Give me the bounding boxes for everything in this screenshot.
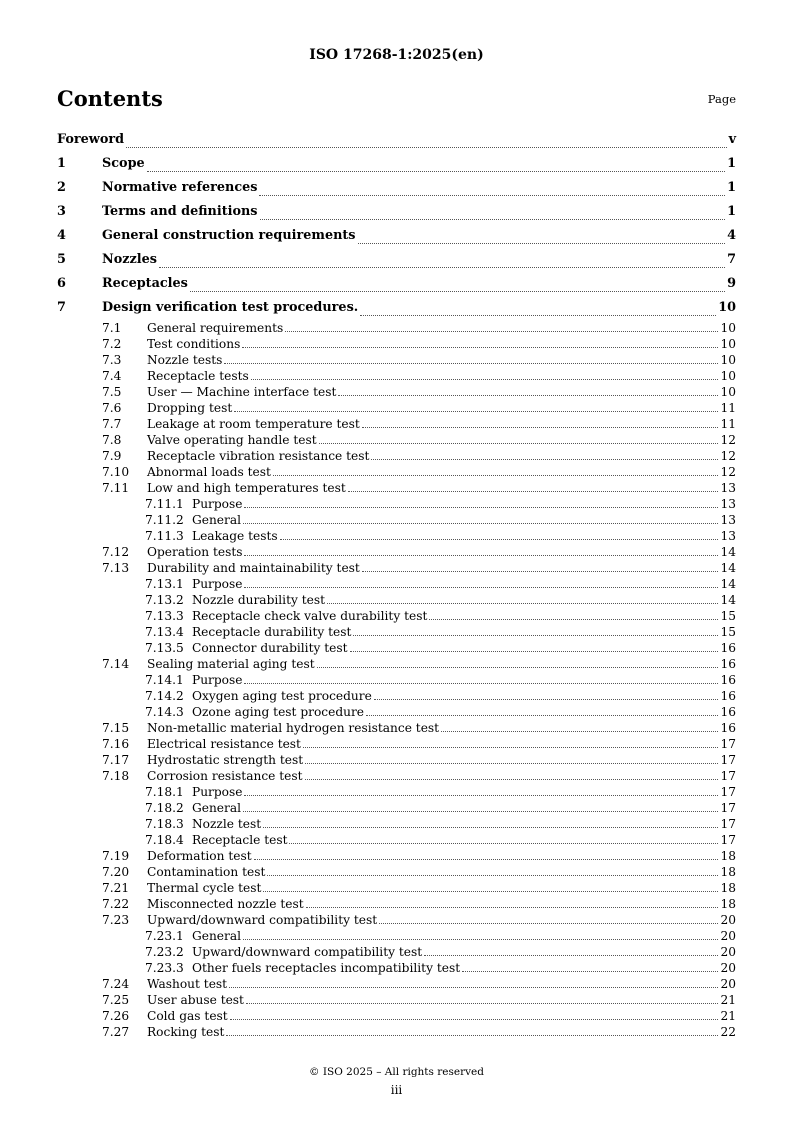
toc-entry[interactable] — [57, 320, 736, 336]
toc-entry-title: Purpose — [192, 673, 243, 687]
toc-entry-page: 14 — [720, 545, 736, 559]
toc-entry-page: 12 — [720, 449, 736, 463]
dot-leader — [327, 602, 718, 604]
toc-entry-number: 7.9 — [102, 449, 122, 463]
toc-entry-title: User — Machine interface test — [147, 385, 337, 399]
toc-entry[interactable] — [57, 656, 736, 672]
toc-entry-number: 7.3 — [102, 353, 122, 367]
toc-entry-number: 1 — [57, 156, 66, 171]
toc-entry[interactable] — [57, 880, 736, 896]
toc-entry-number: 7.27 — [102, 1025, 130, 1039]
toc-entry-number: 7.18 — [102, 769, 130, 783]
toc-entry[interactable] — [57, 416, 736, 432]
toc-entry[interactable] — [57, 296, 736, 320]
toc-entry-page: 16 — [720, 721, 736, 735]
toc-entry-page: 17 — [720, 785, 736, 799]
toc-entry-number: 3 — [57, 204, 66, 219]
toc-entry[interactable] — [57, 832, 736, 848]
toc-entry-number: 7.13.1 — [145, 577, 184, 591]
table-of-contents — [57, 128, 736, 1040]
toc-entry[interactable] — [57, 560, 736, 576]
toc-entry[interactable] — [57, 496, 736, 512]
toc-entry-page: 10 — [718, 300, 736, 315]
toc-entry-number: 7.1 — [102, 321, 122, 335]
toc-entry[interactable] — [57, 864, 736, 880]
toc-entry[interactable] — [57, 640, 736, 656]
toc-entry-title: Cold gas test — [147, 1009, 228, 1023]
toc-entry-title: Receptacle check valve durability test — [192, 609, 428, 623]
toc-entry-title: Design verification test procedures. — [102, 300, 359, 315]
toc-entry[interactable] — [57, 928, 736, 944]
toc-entry-title: Foreword — [57, 132, 125, 147]
dot-leader — [289, 842, 718, 844]
toc-entry[interactable] — [57, 176, 736, 200]
toc-entry-page: 20 — [720, 913, 736, 927]
toc-entry-page: 10 — [720, 385, 736, 399]
toc-entry-title: Leakage at room temperature test — [147, 417, 360, 431]
toc-entry[interactable] — [57, 128, 736, 152]
toc-entry[interactable] — [57, 976, 736, 992]
toc-entry-title: Corrosion resistance test — [147, 769, 303, 783]
toc-entry-number: 7.8 — [102, 433, 122, 447]
toc-entry[interactable] — [57, 368, 736, 384]
toc-entry[interactable] — [57, 400, 736, 416]
toc-entry-title: Connector durability test — [192, 641, 348, 655]
toc-entry[interactable] — [57, 352, 736, 368]
toc-entry-page: 12 — [720, 465, 736, 479]
toc-entry[interactable] — [57, 896, 736, 912]
toc-entry-page: 14 — [720, 593, 736, 607]
toc-entry-page: 9 — [727, 276, 736, 291]
dot-leader — [305, 762, 718, 764]
toc-entry[interactable] — [57, 1008, 736, 1024]
toc-entry-page: 1 — [727, 204, 736, 219]
toc-entry-number: 7.15 — [102, 721, 130, 735]
toc-entry-number: 7.14.3 — [145, 705, 184, 719]
toc-entry-title: Scope — [102, 156, 145, 171]
document-id-header: ISO 17268-1:2025(en) — [309, 47, 484, 63]
toc-entry-title: General — [192, 929, 241, 943]
toc-entry-title: Normative references — [102, 180, 258, 195]
toc-entry-page: 12 — [720, 433, 736, 447]
page-column-label: Page — [707, 92, 736, 106]
dot-leader — [246, 1002, 719, 1004]
toc-entry[interactable] — [57, 464, 736, 480]
toc-entry[interactable] — [57, 624, 736, 640]
toc-entry-title: Terms and definitions — [102, 204, 258, 219]
toc-entry-title: General — [192, 513, 241, 527]
toc-entry-number: 7.5 — [102, 385, 122, 399]
toc-entry-page: 13 — [720, 529, 736, 543]
dot-leader — [251, 378, 719, 380]
toc-entry-page: 20 — [720, 961, 736, 975]
toc-entry[interactable] — [57, 384, 736, 400]
dot-leader — [242, 346, 718, 348]
toc-entry-title: Other fuels receptacles incompatibility test — [192, 961, 461, 975]
dot-leader — [273, 474, 719, 476]
toc-entry-number: 7.24 — [102, 977, 130, 991]
toc-entry[interactable] — [57, 672, 736, 688]
dot-leader — [190, 290, 725, 292]
dot-leader — [244, 554, 718, 556]
toc-entry-number: 7.23 — [102, 913, 130, 927]
toc-entry[interactable] — [57, 248, 736, 272]
toc-entry[interactable] — [57, 720, 736, 736]
toc-entry[interactable] — [57, 576, 736, 592]
toc-entry-title: Nozzle tests — [147, 353, 223, 367]
dot-leader — [338, 394, 718, 396]
toc-entry-number: 7 — [57, 300, 66, 315]
dot-leader — [429, 618, 718, 620]
dot-leader — [234, 410, 718, 412]
toc-entry[interactable] — [57, 848, 736, 864]
toc-entry[interactable] — [57, 736, 736, 752]
toc-entry-title: General — [192, 801, 241, 815]
toc-entry-page: 20 — [720, 945, 736, 959]
toc-entry-page: 17 — [720, 817, 736, 831]
dot-leader — [358, 242, 726, 244]
toc-entry[interactable] — [57, 704, 736, 720]
toc-entry-number: 7.13.4 — [145, 625, 184, 639]
copyright-notice: © ISO 2025 – All rights reserved — [309, 1066, 484, 1078]
toc-entry-number: 7.7 — [102, 417, 122, 431]
toc-entry-title: Test conditions — [147, 337, 241, 351]
toc-entry[interactable] — [57, 768, 736, 784]
toc-entry-page: v — [728, 132, 736, 147]
toc-entry-title: Durability and maintainability test — [147, 561, 360, 575]
toc-entry-title: Receptacles — [102, 276, 188, 291]
toc-entry-title: Purpose — [192, 577, 243, 591]
toc-entry-title: Operation tests — [147, 545, 243, 559]
toc-entry-number: 7.11.2 — [145, 513, 184, 527]
toc-entry-page: 15 — [720, 609, 736, 623]
dot-leader — [441, 730, 718, 732]
toc-entry-number: 7.11.3 — [145, 529, 184, 543]
toc-entry-title: Purpose — [192, 785, 243, 799]
toc-entry[interactable] — [57, 528, 736, 544]
toc-entry-title: Nozzle test — [192, 817, 262, 831]
dot-leader — [362, 570, 719, 572]
toc-entry-number: 7.17 — [102, 753, 130, 767]
toc-entry[interactable] — [57, 960, 736, 976]
toc-entry-page: 16 — [720, 641, 736, 655]
toc-entry-page: 18 — [720, 865, 736, 879]
toc-entry-page: 21 — [720, 1009, 736, 1023]
dot-leader — [371, 458, 718, 460]
toc-entry-title: Dropping test — [147, 401, 233, 415]
dot-leader — [462, 970, 718, 972]
toc-entry-page: 21 — [720, 993, 736, 1007]
dot-leader — [126, 146, 727, 148]
toc-entry-page: 18 — [720, 849, 736, 863]
toc-entry-page: 10 — [720, 353, 736, 367]
toc-entry-number: 7.13.2 — [145, 593, 184, 607]
toc-entry-title: Purpose — [192, 497, 243, 511]
toc-entry-number: 7.23.2 — [145, 945, 184, 959]
toc-entry-number: 7.11 — [102, 481, 130, 495]
dot-leader — [243, 938, 718, 940]
toc-entry-number: 7.14.1 — [145, 673, 184, 687]
toc-entry[interactable] — [57, 912, 736, 928]
toc-entry-page: 14 — [720, 577, 736, 591]
toc-entry-title: Receptacle vibration resistance test — [147, 449, 370, 463]
dot-leader — [319, 442, 719, 444]
dot-leader — [374, 698, 719, 700]
toc-entry[interactable] — [57, 200, 736, 224]
toc-entry[interactable] — [57, 784, 736, 800]
toc-entry-number: 7.23.3 — [145, 961, 184, 975]
toc-entry-page: 16 — [720, 673, 736, 687]
dot-leader — [243, 810, 718, 812]
toc-entry-title: Deformation test — [147, 849, 252, 863]
toc-entry-page: 4 — [727, 228, 736, 243]
dot-leader — [303, 746, 719, 748]
toc-entry-title: Contamination test — [147, 865, 266, 879]
dot-leader — [244, 682, 718, 684]
toc-entry-page: 17 — [720, 737, 736, 751]
dot-leader — [267, 874, 718, 876]
toc-entry-title: Upward/downward compatibility test — [147, 913, 378, 927]
toc-entry[interactable] — [57, 448, 736, 464]
toc-entry-title: Valve operating handle test — [147, 433, 317, 447]
toc-entry-title: Thermal cycle test — [147, 881, 262, 895]
toc-entry[interactable] — [57, 944, 736, 960]
dot-leader — [350, 650, 719, 652]
toc-entry-page: 10 — [720, 369, 736, 383]
toc-entry-title: Electrical resistance test — [147, 737, 301, 751]
toc-entry-title: Receptacle test — [192, 833, 288, 847]
dot-leader — [226, 1034, 718, 1036]
toc-entry-page: 13 — [720, 513, 736, 527]
toc-entry-number: 7.18.4 — [145, 833, 184, 847]
toc-entry[interactable] — [57, 432, 736, 448]
toc-entry-page: 17 — [720, 801, 736, 815]
toc-entry-number: 7.23.1 — [145, 929, 184, 943]
toc-entry-page: 20 — [720, 977, 736, 991]
toc-entry-number: 7.2 — [102, 337, 122, 351]
toc-entry[interactable] — [57, 272, 736, 296]
toc-entry[interactable] — [57, 480, 736, 496]
toc-entry-number: 7.13 — [102, 561, 130, 575]
toc-entry-page: 22 — [720, 1025, 736, 1039]
toc-entry[interactable] — [57, 752, 736, 768]
toc-entry-page: 1 — [727, 180, 736, 195]
toc-entry-page: 1 — [727, 156, 736, 171]
toc-entry-page: 13 — [720, 497, 736, 511]
toc-entry-number: 7.10 — [102, 465, 130, 479]
toc-entry-number: 7.6 — [102, 401, 122, 415]
toc-entry-number: 7.26 — [102, 1009, 130, 1023]
toc-entry-title: Upward/downward compatibility test — [192, 945, 423, 959]
toc-entry-page: 16 — [720, 657, 736, 671]
dot-leader — [260, 218, 726, 220]
toc-entry-number: 7.25 — [102, 993, 130, 1007]
dot-leader — [424, 954, 718, 956]
toc-entry[interactable] — [57, 336, 736, 352]
toc-entry-page: 14 — [720, 561, 736, 575]
toc-entry-page: 16 — [720, 705, 736, 719]
dot-leader — [348, 490, 719, 492]
toc-entry-number: 7.13.5 — [145, 641, 184, 655]
toc-entry-number: 7.14 — [102, 657, 130, 671]
toc-entry-title: General construction requirements — [102, 228, 356, 243]
dot-leader — [353, 634, 718, 636]
toc-entry-page: 11 — [720, 401, 736, 415]
toc-entry[interactable] — [57, 512, 736, 528]
toc-entry-title: Washout test — [147, 977, 228, 991]
dot-leader — [229, 986, 718, 988]
page-number: iii — [390, 1083, 403, 1097]
toc-entry-page: 13 — [720, 481, 736, 495]
toc-entry-number: 7.16 — [102, 737, 130, 751]
toc-entry-number: 7.20 — [102, 865, 130, 879]
dot-leader — [230, 1018, 719, 1020]
toc-entry-title: Ozone aging test procedure — [192, 705, 365, 719]
toc-entry-title: Low and high temperatures test — [147, 481, 346, 495]
toc-entry-page: 15 — [720, 625, 736, 639]
toc-entry-number: 7.18.1 — [145, 785, 184, 799]
toc-entry-number: 7.21 — [102, 881, 130, 895]
dot-leader — [244, 586, 718, 588]
toc-entry[interactable] — [57, 1024, 736, 1040]
dot-leader — [259, 194, 725, 196]
toc-entry-page: 17 — [720, 753, 736, 767]
toc-entry-number: 7.14.2 — [145, 689, 184, 703]
toc-entry-page: 7 — [727, 252, 736, 267]
dot-leader — [244, 794, 718, 796]
toc-entry[interactable] — [57, 800, 736, 816]
toc-entry-number: 7.19 — [102, 849, 130, 863]
toc-entry-number: 4 — [57, 228, 66, 243]
toc-entry-number: 2 — [57, 180, 66, 195]
dot-leader — [159, 266, 725, 268]
toc-entry-title: Leakage tests — [192, 529, 278, 543]
toc-entry[interactable] — [57, 224, 736, 248]
toc-entry-page: 20 — [720, 929, 736, 943]
toc-entry-number: 7.4 — [102, 369, 122, 383]
dot-leader — [243, 522, 718, 524]
dot-leader — [305, 778, 719, 780]
toc-entry-page: 17 — [720, 833, 736, 847]
toc-entry-number: 7.11.1 — [145, 497, 184, 511]
dot-leader — [280, 538, 719, 540]
toc-entry-title: Receptacle durability test — [192, 625, 352, 639]
toc-entry-number: 6 — [57, 276, 66, 291]
toc-entry-number: 7.18.2 — [145, 801, 184, 815]
toc-entry-page: 10 — [720, 321, 736, 335]
page-title: Contents — [57, 86, 163, 111]
toc-entry-title: Receptacle tests — [147, 369, 249, 383]
toc-entry[interactable] — [57, 152, 736, 176]
toc-entry-title: Rocking test — [147, 1025, 225, 1039]
toc-entry-number: 7.13.3 — [145, 609, 184, 623]
toc-entry-title: Nozzles — [102, 252, 157, 267]
dot-leader — [147, 170, 725, 172]
toc-entry-page: 17 — [720, 769, 736, 783]
toc-entry-title: User abuse test — [147, 993, 244, 1007]
dot-leader — [224, 362, 718, 364]
dot-leader — [317, 666, 719, 668]
toc-entry-title: Oxygen aging test procedure — [192, 689, 372, 703]
toc-entry-title: Sealing material aging test — [147, 657, 315, 671]
toc-entry-page: 16 — [720, 689, 736, 703]
toc-entry[interactable] — [57, 592, 736, 608]
toc-entry-page: 10 — [720, 337, 736, 351]
toc-entry-number: 7.12 — [102, 545, 130, 559]
dot-leader — [244, 506, 718, 508]
toc-entry[interactable] — [57, 816, 736, 832]
toc-entry-number: 7.22 — [102, 897, 130, 911]
toc-entry-title: Non-metallic material hydrogen resistance test — [147, 721, 440, 735]
dot-leader — [263, 826, 718, 828]
toc-entry-title: Misconnected nozzle test — [147, 897, 304, 911]
toc-entry[interactable] — [57, 544, 736, 560]
dot-leader — [366, 714, 718, 716]
dot-leader — [306, 906, 719, 908]
dot-leader — [362, 426, 719, 428]
toc-entry-title: Nozzle durability test — [192, 593, 325, 607]
toc-entry-title: Abnormal loads test — [147, 465, 271, 479]
toc-entry-number: 5 — [57, 252, 66, 267]
toc-entry-title: Hydrostatic strength test — [147, 753, 304, 767]
toc-entry-page: 18 — [720, 881, 736, 895]
dot-leader — [379, 922, 718, 924]
toc-entry-title: General requirements — [147, 321, 284, 335]
toc-entry-page: 18 — [720, 897, 736, 911]
dot-leader — [263, 890, 718, 892]
dot-leader — [254, 858, 719, 860]
toc-entry[interactable] — [57, 608, 736, 624]
dot-leader — [360, 314, 716, 316]
toc-entry[interactable] — [57, 992, 736, 1008]
toc-entry-number: 7.18.3 — [145, 817, 184, 831]
dot-leader — [285, 330, 718, 332]
toc-entry[interactable] — [57, 688, 736, 704]
toc-entry-page: 11 — [720, 417, 736, 431]
